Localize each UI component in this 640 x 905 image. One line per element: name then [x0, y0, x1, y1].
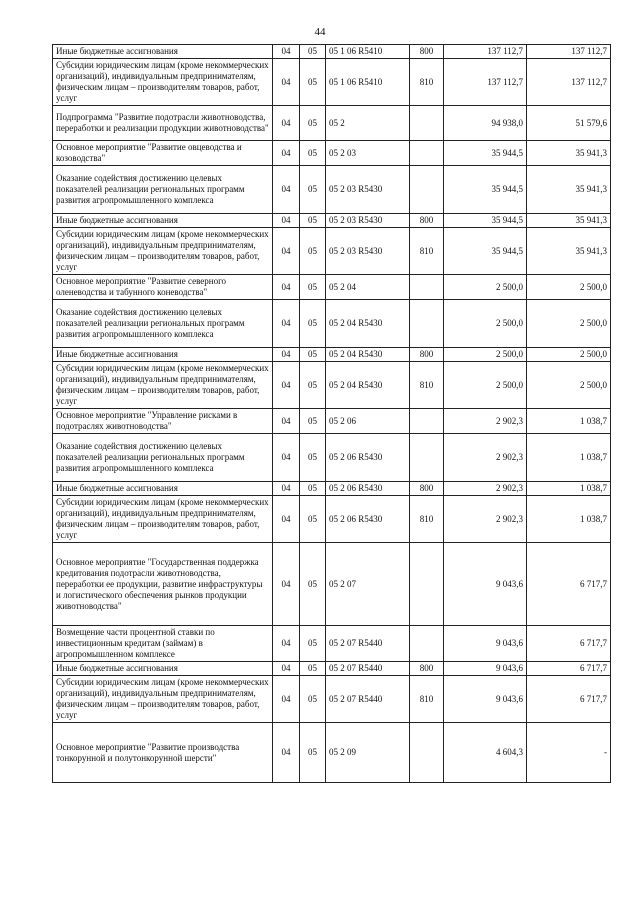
table-row: [53, 228, 611, 275]
row-gr: 04: [273, 59, 300, 106]
row-csr: 05 2 06 R5430: [326, 434, 410, 482]
row-amount-year2: 2 500,0: [527, 362, 611, 409]
row-pr: 05: [300, 275, 326, 300]
row-gr: 04: [273, 45, 300, 59]
row-name: Возмещение части процентной ставки по инвестиционным кредитам (займам) в агропромышленном комплексе: [53, 626, 273, 662]
row-amount-year1: 2 500,0: [444, 275, 527, 300]
table-row: [53, 434, 611, 482]
row-csr: 05 2 06 R5430: [326, 482, 410, 496]
row-amount-year2: 1 038,7: [527, 496, 611, 543]
row-pr: 05: [300, 362, 326, 409]
row-amount-year1: 4 604,3: [444, 723, 527, 783]
row-vr: 810: [410, 362, 444, 409]
row-vr: [410, 434, 444, 482]
row-gr: 04: [273, 362, 300, 409]
row-gr: 04: [273, 141, 300, 166]
row-gr: 04: [273, 626, 300, 662]
row-amount-year1: 9 043,6: [444, 676, 527, 723]
row-amount-year2: 6 717,7: [527, 662, 611, 676]
row-pr: 05: [300, 106, 326, 141]
row-pr: 05: [300, 59, 326, 106]
row-name: Иные бюджетные ассигнования: [53, 348, 273, 362]
row-pr: 05: [300, 662, 326, 676]
row-amount-year1: 9 043,6: [444, 626, 527, 662]
row-csr: 05 2 07 R5440: [326, 626, 410, 662]
row-amount-year2: 1 038,7: [527, 409, 611, 434]
row-amount-year2: 35 941,3: [527, 166, 611, 214]
table-row: [53, 106, 611, 141]
row-amount-year1: 9 043,6: [444, 662, 527, 676]
row-pr: 05: [300, 141, 326, 166]
row-vr: [410, 543, 444, 626]
table-row: [53, 348, 611, 362]
row-pr: 05: [300, 676, 326, 723]
row-vr: [410, 275, 444, 300]
row-gr: 04: [273, 482, 300, 496]
row-amount-year2: 6 717,7: [527, 676, 611, 723]
row-amount-year2: 1 038,7: [527, 434, 611, 482]
table-row: [53, 543, 611, 626]
row-pr: 05: [300, 434, 326, 482]
row-gr: 04: [273, 434, 300, 482]
row-amount-year1: 2 500,0: [444, 348, 527, 362]
row-amount-year2: -: [527, 723, 611, 783]
row-pr: 05: [300, 300, 326, 348]
table-row: [53, 141, 611, 166]
row-pr: 05: [300, 228, 326, 275]
row-name: Основное мероприятие "Развитие северного оленеводства и табунного коневодства": [53, 275, 273, 300]
row-csr: 05 2 06: [326, 409, 410, 434]
row-amount-year2: 6 717,7: [527, 543, 611, 626]
row-amount-year1: 35 944,5: [444, 141, 527, 166]
page-number: 44: [314, 26, 326, 38]
row-amount-year1: 2 500,0: [444, 300, 527, 348]
table-row: [53, 496, 611, 543]
row-name: Подпрограмма "Развитие подотрасли животноводства, переработки и реализации продукции животноводства": [53, 106, 273, 141]
row-amount-year2: 1 038,7: [527, 482, 611, 496]
row-vr: [410, 626, 444, 662]
row-amount-year2: 6 717,7: [527, 626, 611, 662]
row-gr: 04: [273, 106, 300, 141]
row-amount-year2: 137 112,7: [527, 45, 611, 59]
table-row: [53, 275, 611, 300]
row-amount-year1: 2 500,0: [444, 362, 527, 409]
table-row: [53, 626, 611, 662]
row-pr: 05: [300, 409, 326, 434]
table-row: [53, 362, 611, 409]
row-gr: 04: [273, 676, 300, 723]
row-name: Субсидии юридическим лицам (кроме некоммерческих организаций), индивидуальным предпринимателям, физическим лицам – производителям товаров, работ, услуг: [53, 496, 273, 543]
row-vr: [410, 166, 444, 214]
row-name: Оказание содействия достижению целевых показателей реализации региональных программ развития агропромышленного комплекса: [53, 300, 273, 348]
row-vr: [410, 106, 444, 141]
row-name: Оказание содействия достижению целевых показателей реализации региональных программ развития агропромышленного комплекса: [53, 166, 273, 214]
row-gr: 04: [273, 166, 300, 214]
row-name: Субсидии юридическим лицам (кроме некоммерческих организаций), индивидуальным предпринимателям, физическим лицам – производителям товаров, работ, услуг: [53, 676, 273, 723]
row-vr: [410, 409, 444, 434]
row-amount-year2: 2 500,0: [527, 300, 611, 348]
row-name: Иные бюджетные ассигнования: [53, 662, 273, 676]
row-amount-year1: 2 902,3: [444, 482, 527, 496]
row-amount-year1: 2 902,3: [444, 434, 527, 482]
row-amount-year1: 137 112,7: [444, 59, 527, 106]
row-amount-year2: 2 500,0: [527, 275, 611, 300]
row-vr: 800: [410, 662, 444, 676]
row-amount-year1: 137 112,7: [444, 45, 527, 59]
row-amount-year2: 137 112,7: [527, 59, 611, 106]
row-amount-year2: 51 579,6: [527, 106, 611, 141]
row-amount-year1: 35 944,5: [444, 166, 527, 214]
table-row: [53, 723, 611, 783]
row-vr: 800: [410, 348, 444, 362]
table-row: [53, 214, 611, 228]
table-row: [53, 482, 611, 496]
row-name: Иные бюджетные ассигнования: [53, 45, 273, 59]
row-csr: 05 2 03 R5430: [326, 214, 410, 228]
row-gr: 04: [273, 662, 300, 676]
row-gr: 04: [273, 723, 300, 783]
row-pr: 05: [300, 723, 326, 783]
row-gr: 04: [273, 300, 300, 348]
row-name: Основное мероприятие "Развитие овцеводства и козоводства": [53, 141, 273, 166]
row-vr: 810: [410, 228, 444, 275]
row-vr: [410, 141, 444, 166]
row-name: Основное мероприятие "Управление рисками в подотраслях животноводства": [53, 409, 273, 434]
row-gr: 04: [273, 275, 300, 300]
row-vr: [410, 723, 444, 783]
budget-table: [52, 44, 611, 783]
row-csr: 05 1 06 R5410: [326, 59, 410, 106]
row-csr: 05 2 04 R5430: [326, 348, 410, 362]
row-gr: 04: [273, 228, 300, 275]
row-pr: 05: [300, 214, 326, 228]
table-row: [53, 45, 611, 59]
row-name: Субсидии юридическим лицам (кроме некоммерческих организаций), индивидуальным предпринимателям, физическим лицам – производителям товаров, работ, услуг: [53, 228, 273, 275]
row-csr: 05 2 03 R5430: [326, 228, 410, 275]
row-amount-year1: 9 043,6: [444, 543, 527, 626]
row-amount-year1: 94 938,0: [444, 106, 527, 141]
row-vr: 800: [410, 214, 444, 228]
table-row: [53, 676, 611, 723]
table-row: [53, 409, 611, 434]
row-name: Иные бюджетные ассигнования: [53, 214, 273, 228]
row-gr: 04: [273, 496, 300, 543]
row-name: Основное мероприятие "Государственная поддержка кредитования подотрасли животноводства, переработки ее продукции, развитие инфраструктуры и логистического обеспечения рынков продукции животноводства": [53, 543, 273, 626]
row-vr: 800: [410, 45, 444, 59]
table-row: [53, 300, 611, 348]
row-amount-year1: 2 902,3: [444, 409, 527, 434]
table-row: [53, 59, 611, 106]
row-pr: 05: [300, 482, 326, 496]
row-pr: 05: [300, 348, 326, 362]
row-gr: 04: [273, 348, 300, 362]
row-csr: 05 2: [326, 106, 410, 141]
row-vr: 810: [410, 59, 444, 106]
row-csr: 05 2 03: [326, 141, 410, 166]
row-csr: 05 2 03 R5430: [326, 166, 410, 214]
row-pr: 05: [300, 496, 326, 543]
row-gr: 04: [273, 543, 300, 626]
row-pr: 05: [300, 45, 326, 59]
row-csr: 05 2 04 R5430: [326, 362, 410, 409]
row-vr: 810: [410, 496, 444, 543]
row-vr: [410, 300, 444, 348]
row-csr: 05 1 06 R5410: [326, 45, 410, 59]
row-csr: 05 2 06 R5430: [326, 496, 410, 543]
row-name: Основное мероприятие "Развитие производства тонкорунной и полутонкорунной шерсти": [53, 723, 273, 783]
table-row: [53, 662, 611, 676]
row-csr: 05 2 07 R5440: [326, 662, 410, 676]
row-pr: 05: [300, 543, 326, 626]
row-amount-year2: 2 500,0: [527, 348, 611, 362]
row-name: Субсидии юридическим лицам (кроме некоммерческих организаций), индивидуальным предпринимателям, физическим лицам – производителям товаров, работ, услуг: [53, 59, 273, 106]
row-name: Субсидии юридическим лицам (кроме некоммерческих организаций), индивидуальным предпринимателям, физическим лицам – производителям товаров, работ, услуг: [53, 362, 273, 409]
row-amount-year2: 35 941,3: [527, 214, 611, 228]
row-amount-year1: 35 944,5: [444, 214, 527, 228]
row-amount-year1: 2 902,3: [444, 496, 527, 543]
row-pr: 05: [300, 166, 326, 214]
row-csr: 05 2 04 R5430: [326, 300, 410, 348]
row-name: Иные бюджетные ассигнования: [53, 482, 273, 496]
row-gr: 04: [273, 409, 300, 434]
row-pr: 05: [300, 626, 326, 662]
row-csr: 05 2 07: [326, 543, 410, 626]
row-amount-year1: 35 944,5: [444, 228, 527, 275]
row-csr: 05 2 07 R5440: [326, 676, 410, 723]
row-vr: 810: [410, 676, 444, 723]
table-row: [53, 166, 611, 214]
row-amount-year2: 35 941,3: [527, 228, 611, 275]
row-csr: 05 2 09: [326, 723, 410, 783]
row-csr: 05 2 04: [326, 275, 410, 300]
row-gr: 04: [273, 214, 300, 228]
row-vr: 800: [410, 482, 444, 496]
row-amount-year2: 35 941,3: [527, 141, 611, 166]
row-name: Оказание содействия достижению целевых показателей реализации региональных программ развития агропромышленного комплекса: [53, 434, 273, 482]
